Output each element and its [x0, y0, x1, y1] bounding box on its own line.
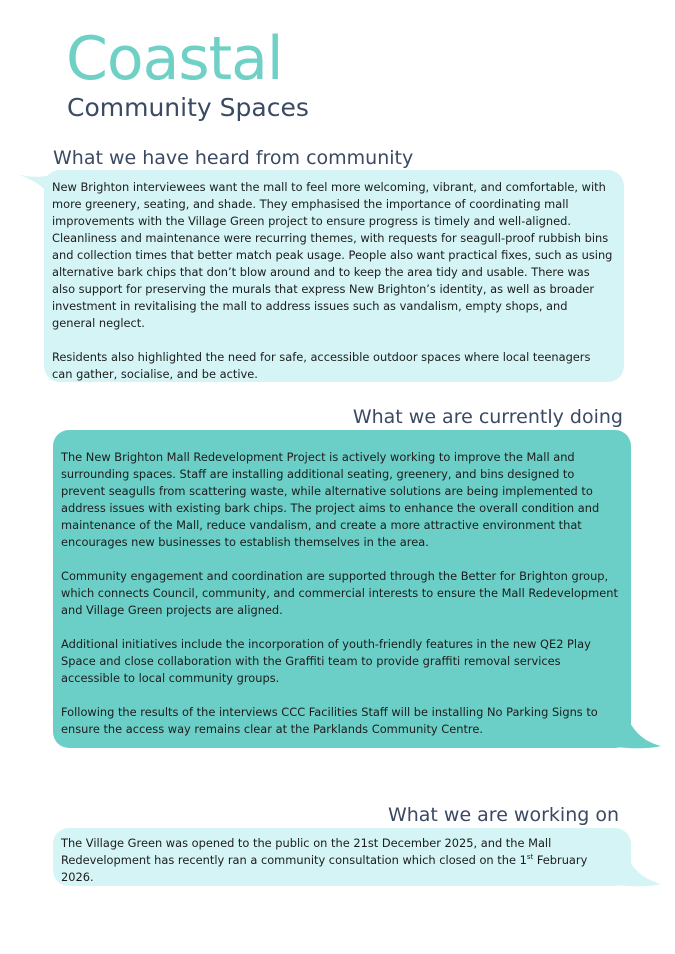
paragraph: New Brighton interviewees want the mall to feel more welcoming, vibrant, and comfortable, with more greenery, seating, and shade. They emphasised the importance of coordinating mall improvements with the Village Green project to ensure progress is timely and well-aligned. Cleanliness and maintenance were recurring themes, with requests for seagull-proof rubbish bins and collection times that better match peak usage. People also want practical fixes, such as using alternative bark chips that don’t blow around and to keep the area tidy and usable. There was also support for preserving the murals that express New Brighton’s identity, as well as broader investment in revitalising the mall to address issues such as vandalism, empty shops, and general neglect.: [52, 180, 613, 330]
paragraph: The New Brighton Mall Redevelopment Project is actively working to improve the Mall and surrounding spaces. Staff are installing additional seating, greenery, and bins designed to prevent seagulls from scattering waste, while alternative solutions are being implemented to address issues with existing bark chips. The project aims to enhance the overall condition and maintenance of the Mall, reduce vandalism, and create a more attractive environment that encourages new businesses to establish themselves in the area.: [61, 450, 600, 549]
working-on-bubble: [53, 828, 631, 886]
paragraph: Following the results of the interviews CCC Facilities Staff will be installing No Parking Signs to ensure the access way remains clear at the Parklands Community Centre.: [61, 705, 598, 736]
text-span: February 2026.: [61, 853, 588, 884]
paragraph: Community engagement and coordination are supported through the Better for Brighton group, which connects Council, community, and commercial interests to ensure the Mall Redevelopment and Village Green projects are aligned.: [61, 569, 618, 617]
paragraph: Additional initiatives include the incorporation of youth-friendly features in the new QE2 Play Space and close collaboration with the Graffiti team to provide graffiti removal services accessible to local community groups.: [61, 637, 591, 685]
current-actions-bubble: [53, 430, 631, 748]
text-span: The Village Green was opened to the public on the 21st December 2025, and the Mall Redevelopment has recently ran a community consultation which closed on the 1: [61, 836, 552, 867]
paragraph: [61, 835, 619, 886]
community-feedback-bubble: [44, 170, 624, 382]
page-title: Coastal: [66, 24, 283, 94]
ordinal-suffix: st: [526, 853, 534, 862]
section-heading-working: What we are working on: [387, 804, 619, 826]
section-heading-heard: What we have heard from community: [53, 147, 414, 169]
paragraph: Residents also highlighted the need for safe, accessible outdoor spaces where local teenagers can gather, socialise, and be active.: [52, 350, 591, 381]
page-subtitle: Community Spaces: [67, 93, 309, 122]
section-heading-doing: What we are currently doing: [352, 406, 623, 428]
